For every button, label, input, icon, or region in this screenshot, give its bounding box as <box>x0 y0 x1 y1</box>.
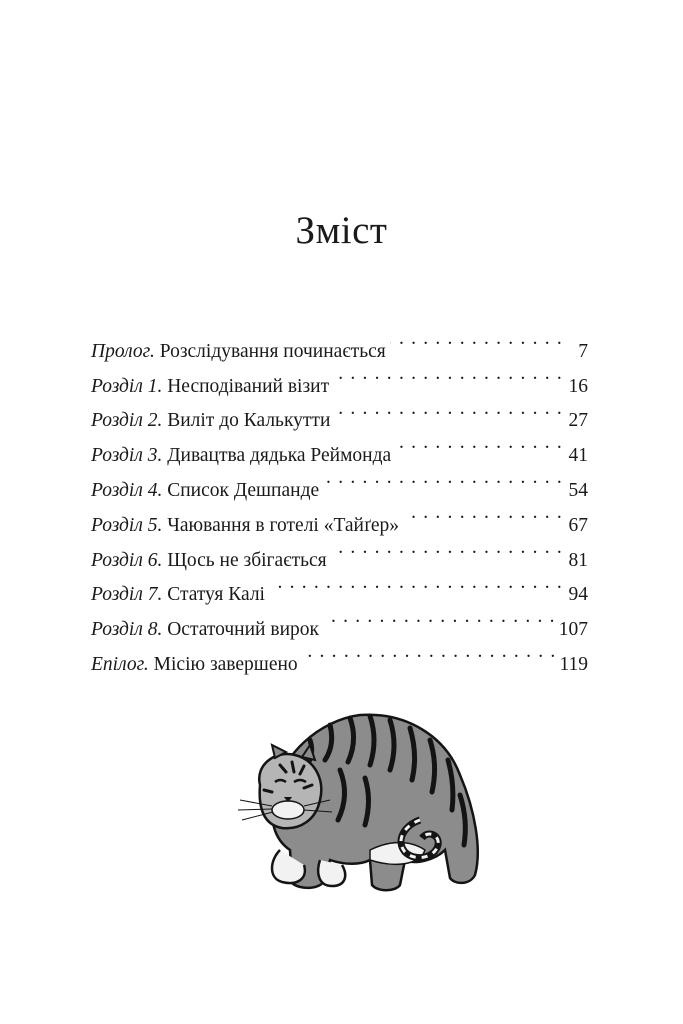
dot-leader <box>395 426 563 461</box>
toc-entry-label: Розділ 3. <box>91 445 163 467</box>
table-of-contents <box>91 322 588 675</box>
toc-entry-label: Розділ 1. <box>91 375 163 397</box>
toc-page-number: 67 <box>568 514 588 536</box>
dot-leader <box>323 600 556 635</box>
dot-leader <box>269 566 563 601</box>
toc-page-number: 16 <box>568 375 588 397</box>
dot-leader <box>333 357 563 392</box>
toc-entry-title: Дивацтва дядька Реймонда <box>167 445 392 467</box>
toc-page-number: 41 <box>568 445 588 467</box>
toc-entry-title: Чаювання в готелі «Тайґер» <box>167 514 399 536</box>
toc-entry-label: Розділ 2. <box>91 410 163 432</box>
toc-entry-title: Список Дешпанде <box>167 479 320 501</box>
toc-entry-label: Розділ 7. <box>91 584 163 606</box>
toc-entry-title: Статуя Калі <box>167 584 265 606</box>
toc-entry-title: Остаточний вирок <box>167 619 319 641</box>
toc-entry-title: Щось не збігається <box>167 549 327 571</box>
toc-entry-label: Розділ 5. <box>91 514 163 536</box>
dot-leader <box>302 635 557 670</box>
toc-entry-prologue[interactable] <box>91 322 588 362</box>
toc-page-number: 107 <box>558 619 588 641</box>
toc-entry-label: Розділ 8. <box>91 619 163 641</box>
toc-page-number: 119 <box>559 653 588 675</box>
dot-leader <box>331 531 563 566</box>
toc-page-number: 27 <box>568 410 588 432</box>
dot-leader <box>390 322 563 357</box>
tiger-illustration <box>220 700 500 900</box>
toc-entry-label: Пролог. <box>91 340 155 362</box>
dot-leader <box>334 392 563 427</box>
toc-entry-title: Місію завершено <box>153 653 298 675</box>
toc-entry-label: Епілог. <box>91 653 149 675</box>
toc-page-number: 7 <box>578 340 588 362</box>
toc-entry-label: Розділ 4. <box>91 479 163 501</box>
toc-entry-label: Розділ 6. <box>91 549 163 571</box>
toc-page-number: 81 <box>568 549 588 571</box>
toc-page-number: 54 <box>568 479 588 501</box>
dot-leader <box>403 496 563 531</box>
toc-page-number: 94 <box>568 584 588 606</box>
dot-leader <box>323 461 563 496</box>
toc-entry-title: Несподіваний візит <box>167 375 330 397</box>
toc-entry-title: Розслідування починається <box>159 340 386 362</box>
page-title: Зміст <box>295 209 388 252</box>
toc-entry-title: Виліт до Калькутти <box>167 410 331 432</box>
